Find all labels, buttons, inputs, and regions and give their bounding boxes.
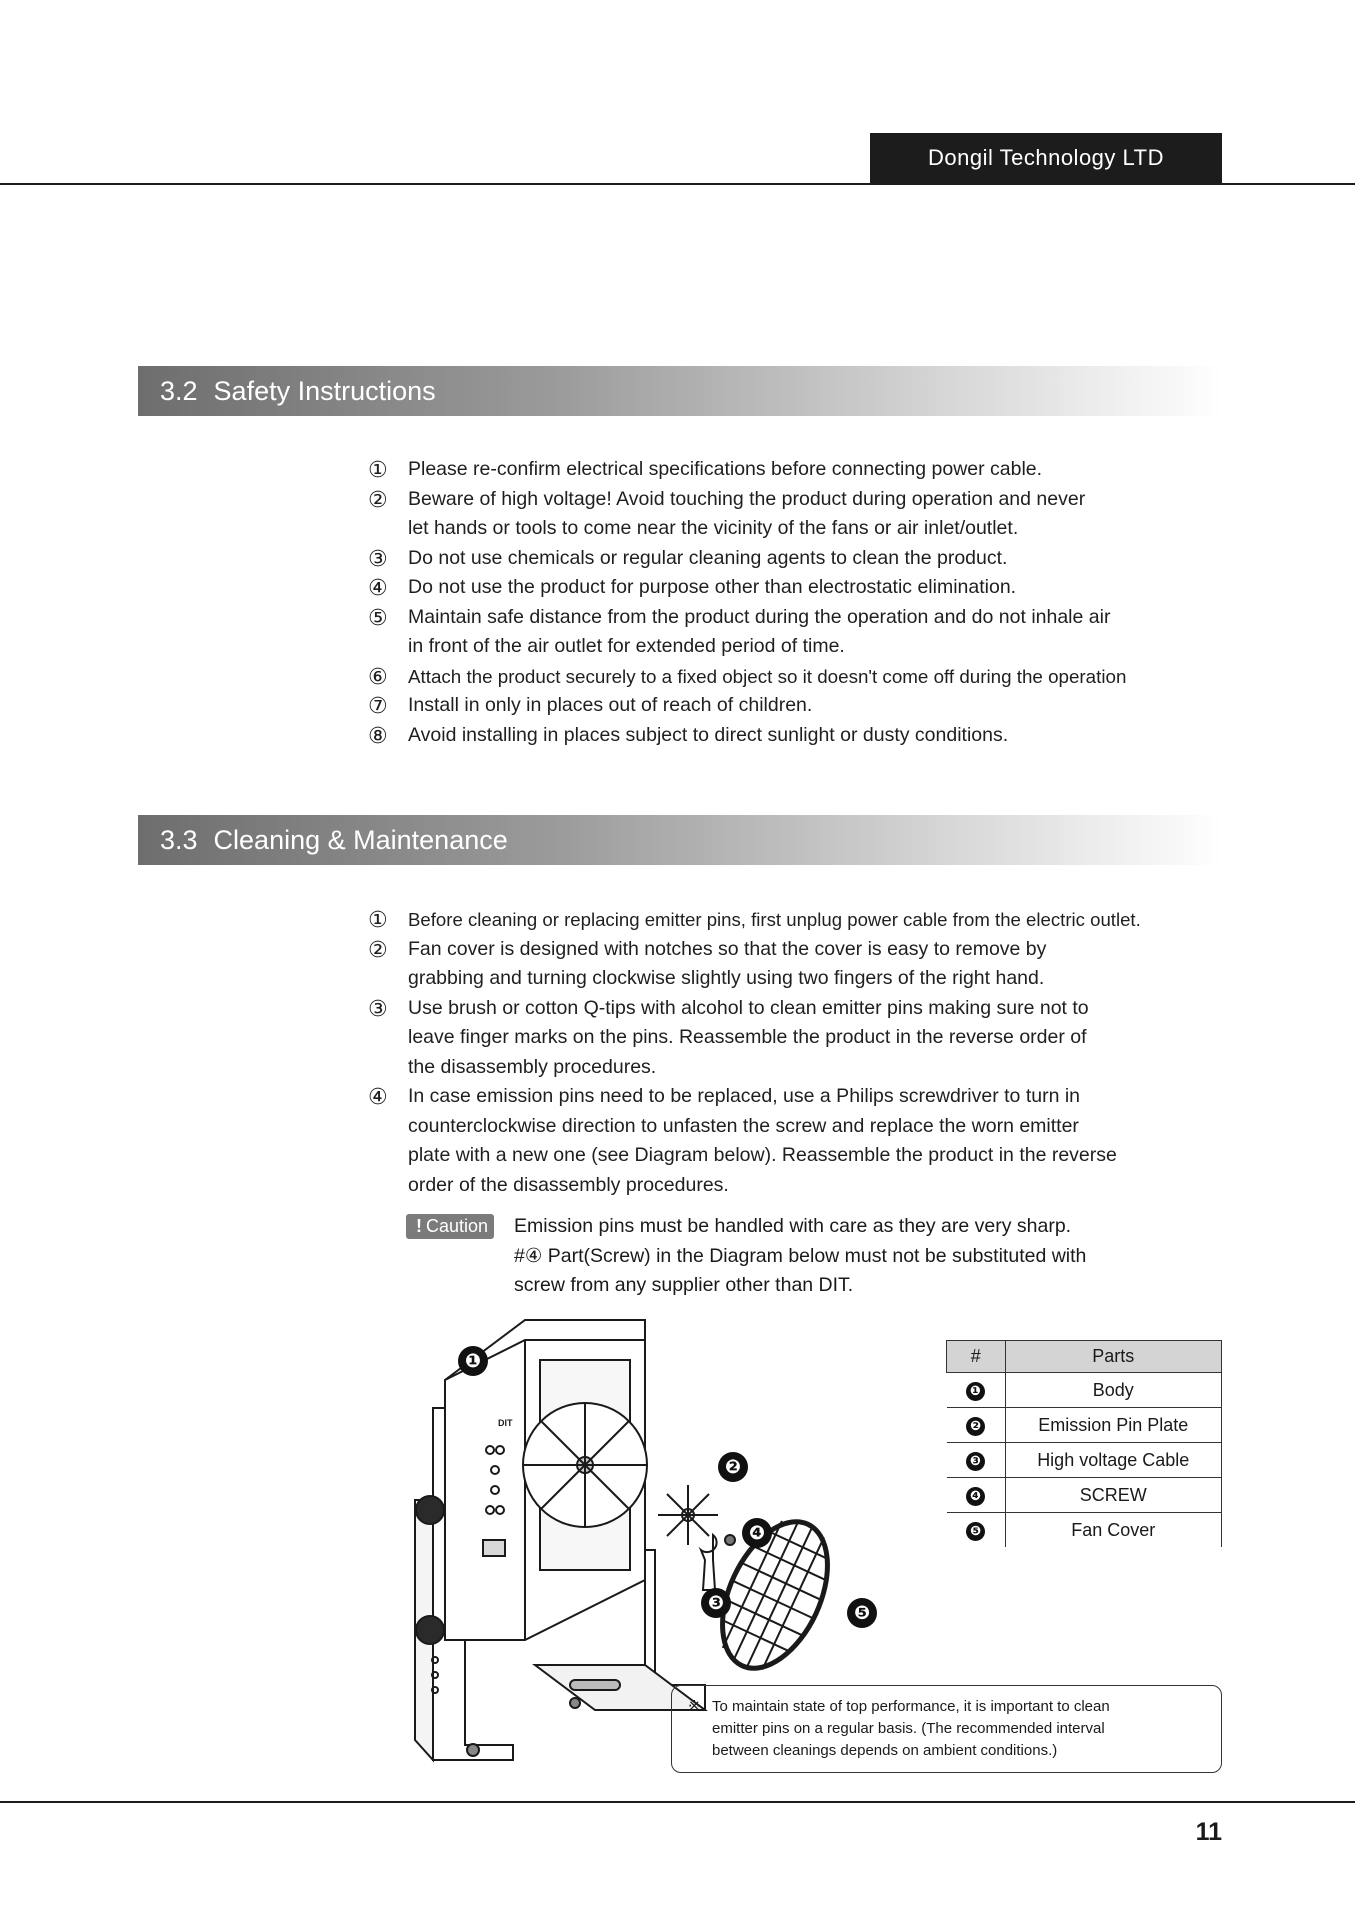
item-line: let hands or tools to come near the vicinity of the fans or air inlet/outlet. [408, 517, 1019, 539]
item-line: Install in only in places out of reach of children. [408, 694, 813, 716]
list-item [368, 573, 1222, 603]
note-marker: ※ [688, 1698, 701, 1715]
table-row [947, 1443, 1222, 1478]
list-item [368, 485, 1222, 544]
table-row [947, 1373, 1222, 1408]
item-line: in front of the air outlet for extended period of time. [408, 635, 845, 657]
callout-5: ❺ [847, 1598, 877, 1628]
section-number: 3.3 [160, 824, 198, 855]
item-line: leave finger marks on the pins. Reassemble the product in the reverse order of [408, 1026, 1087, 1048]
part-number: ❹ [966, 1487, 985, 1506]
item-marker: ⑤ [368, 604, 388, 630]
part-name: SCREW [1005, 1478, 1222, 1513]
item-marker: ③ [368, 545, 388, 571]
exclamation-icon: ! [416, 1216, 422, 1236]
part-name: Fan Cover [1005, 1513, 1222, 1548]
item-marker: ② [368, 486, 388, 512]
item-line: order of the disassembly procedures. [408, 1173, 729, 1196]
list-item [368, 603, 1222, 662]
list-item [368, 455, 1222, 485]
item-marker: ④ [368, 575, 388, 600]
page-number: 11 [1195, 1818, 1222, 1846]
caution-line: Emission pins must be handled with care as they are very sharp. [514, 1215, 1072, 1237]
table-row [947, 1408, 1222, 1443]
part-name: High voltage Cable [1005, 1443, 1222, 1478]
caution-badge [406, 1214, 494, 1239]
item-line: grabbing and turning clockwise slightly using two fingers of the right hand. [408, 967, 1045, 989]
item-marker: ⑥ [368, 663, 388, 689]
item-line: Attach the product securely to a fixed object so it doesn't come off during the operation [408, 665, 1127, 687]
item-line: Fan cover is designed with notches so that the cover is easy to remove by [408, 937, 1047, 960]
section-header-safety [138, 366, 1222, 416]
item-marker: ① [368, 907, 388, 932]
safety-instructions-list [368, 455, 1222, 750]
item-line: Before cleaning or replacing emitter pins, first unplug power cable from the electric outlet. [408, 909, 1141, 930]
list-item [368, 935, 1222, 994]
caution-line: screw from any supplier other than DIT. [514, 1274, 854, 1296]
item-line: In case emission pins need to be replaced, use a Philips screwdriver to turn in [408, 1085, 1081, 1107]
part-name: Body [1005, 1373, 1222, 1408]
part-number: ❺ [966, 1522, 985, 1541]
maintenance-note [671, 1685, 1222, 1773]
section-number: 3.2 [160, 375, 198, 406]
company-name: Dongil Technology LTD [928, 145, 1164, 170]
item-line: Maintain safe distance from the product during the operation and do not inhale air [408, 605, 1111, 628]
item-marker: ③ [368, 995, 388, 1021]
list-item [368, 721, 1222, 751]
note-line: To maintain state of top performance, it is important to clean [712, 1698, 1110, 1715]
list-item [368, 544, 1222, 574]
list-item [368, 691, 1222, 721]
header-rule [0, 183, 1355, 185]
item-line: Avoid installing in places subject to direct sunlight or dusty conditions. [408, 723, 1009, 746]
item-line: Do not use chemicals or regular cleaning agents to clean the product. [408, 546, 1008, 569]
caution-label: Caution [426, 1216, 489, 1236]
list-item [368, 905, 1222, 935]
item-marker: ⑦ [368, 693, 388, 718]
list-item [368, 994, 1222, 1083]
item-marker: ⑧ [368, 722, 388, 748]
part-number: ❶ [966, 1382, 985, 1401]
footer-rule [0, 1801, 1355, 1803]
table-row [947, 1513, 1222, 1548]
cleaning-maintenance-list [368, 905, 1222, 1200]
list-item [368, 662, 1222, 692]
item-line: counterclockwise direction to unfasten the screw and replace the worn emitter [408, 1114, 1079, 1137]
parts-table [946, 1340, 1222, 1547]
column-header: # [947, 1341, 1006, 1373]
company-header [870, 133, 1222, 183]
caution-note [406, 1212, 1222, 1301]
item-marker: ① [368, 457, 388, 482]
callout-2: ❷ [718, 1452, 748, 1482]
item-line: Use brush or cotton Q-tips with alcohol to clean emitter pins making sure not to [408, 996, 1089, 1019]
item-line: the disassembly procedures. [408, 1055, 657, 1078]
part-number: ❷ [966, 1417, 985, 1436]
note-line: emitter pins on a regular basis. (The recommended interval [712, 1720, 1105, 1737]
item-line: Please re-confirm electrical specifications before connecting power cable. [408, 458, 1043, 480]
item-marker: ④ [368, 1084, 388, 1109]
item-line: plate with a new one (see Diagram below). Reassemble the product in the reverse [408, 1144, 1117, 1166]
callout-1: ❶ [458, 1346, 488, 1376]
list-item [368, 1082, 1222, 1200]
table-header-row [947, 1341, 1222, 1373]
part-number: ❸ [966, 1452, 985, 1471]
item-line: Do not use the product for purpose other than electrostatic elimination. [408, 576, 1017, 598]
item-line: Beware of high voltage! Avoid touching the product during operation and never [408, 487, 1086, 510]
table-row [947, 1478, 1222, 1513]
callout-3: ❸ [701, 1588, 731, 1618]
dit-logo: DIT [498, 1418, 513, 1428]
item-marker: ② [368, 936, 388, 962]
column-header: Parts [1005, 1341, 1222, 1373]
section-title: Safety Instructions [213, 375, 436, 406]
part-name: Emission Pin Plate [1005, 1408, 1222, 1443]
note-line: between cleanings depends on ambient conditions.) [712, 1742, 1058, 1759]
caution-line: #④ Part(Screw) in the Diagram below must not be substituted with [514, 1244, 1087, 1267]
section-title: Cleaning & Maintenance [213, 824, 508, 855]
callout-4: ❹ [742, 1518, 772, 1548]
section-header-cleaning [138, 815, 1222, 865]
